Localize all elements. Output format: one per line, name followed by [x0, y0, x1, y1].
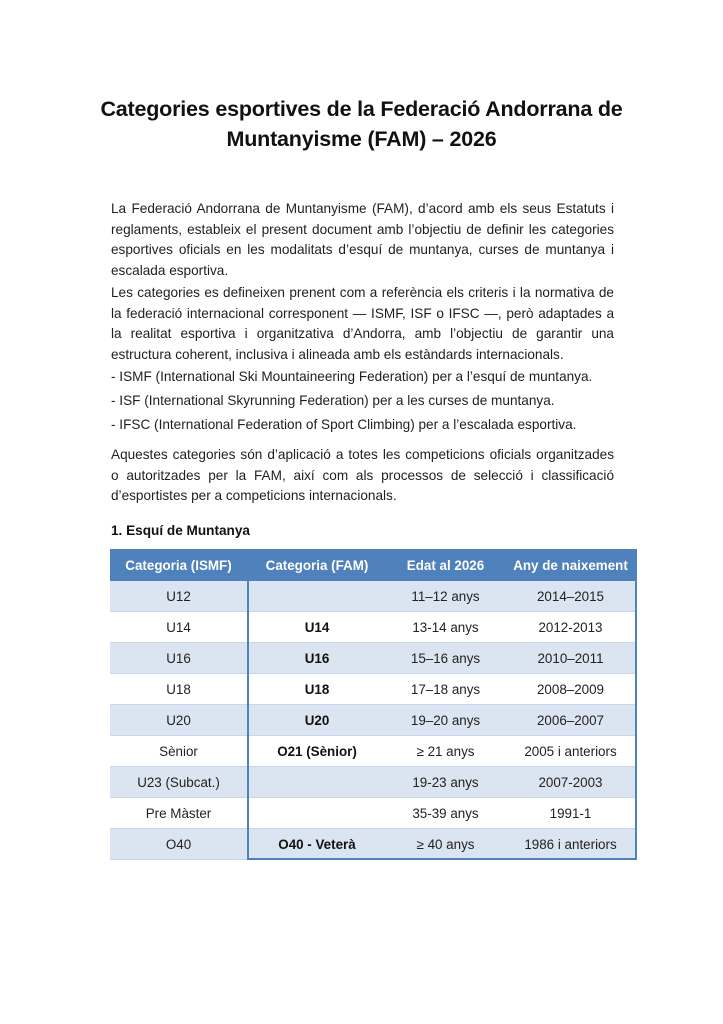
header-ismf-category: Categoria (ISMF)	[125, 557, 232, 573]
table-row	[110, 798, 637, 829]
bullet-ismf: - ISMF (International Ski Mountaineering Federation) per a l’esquí de muntanya.	[111, 369, 593, 384]
cell-fam	[247, 798, 387, 828]
cell-fam: U14	[304, 619, 330, 635]
title-line-2: Muntanyisme (FAM) – 2026	[226, 127, 497, 151]
cell-birth: 2006–2007	[536, 712, 605, 728]
bullet-isf: - ISF (International Skyrunning Federation) per a les curses de muntanya.	[111, 393, 555, 408]
reference-paragraph: Les categories es defineixen prenent com a referència els criteris i la normativa de la federació internacional corresponent — ISMF, ISF o IFSC —, però adaptades a la realitat esportiva i organitzativa d’Andorra, amb l’objectiu de garantir una estructura coherent, inclusiva i alineada amb els estàndards internacionals.	[111, 285, 614, 362]
cell-age: 11–12 anys	[411, 588, 480, 604]
table-row	[110, 674, 637, 705]
cell-fam: O40 - Veterà	[278, 836, 356, 852]
table-row	[110, 767, 637, 798]
cell-fam: U20	[304, 712, 330, 728]
table-row	[110, 612, 637, 643]
cell-ismf: U14	[166, 619, 191, 635]
cell-birth: 2014–2015	[536, 588, 605, 604]
cell-age: ≥ 21 anys	[416, 743, 475, 759]
cell-fam	[247, 767, 387, 797]
cell-birth: 2005 i anteriors	[524, 743, 617, 759]
table-row	[110, 705, 637, 736]
cell-ismf: Sènior	[159, 743, 198, 759]
bullet-ifsc: - IFSC (International Federation of Sport Climbing) per a l’escalada esportiva.	[111, 417, 577, 432]
cell-age: 35-39 anys	[412, 805, 479, 821]
table-header-row	[110, 549, 637, 581]
table-row	[110, 581, 637, 612]
cell-fam	[247, 581, 387, 611]
scope-paragraph: Aquestes categories són d’aplicació a totes les competicions oficials organitzades o autoritzades per la FAM, així com als processos de selecció i classificació d’esportistes per a competicions internacionals.	[111, 447, 614, 504]
cell-fam: U18	[304, 681, 330, 697]
cell-birth: 1991-1	[549, 805, 592, 821]
header-birth-year: Any de naixement	[513, 557, 628, 573]
table-body	[110, 581, 637, 860]
table-row	[110, 736, 637, 767]
cell-age: 19-23 anys	[412, 774, 479, 790]
intro-paragraph: La Federació Andorrana de Muntanyisme (FAM), d’acord amb els seus Estatuts i reglaments, estableix el present document amb l’objectiu de definir les categories esportives oficials en les modalitats d’esquí de muntanya, curses de muntanya i escalada esportiva.	[111, 201, 614, 278]
cell-fam: O21 (Sènior)	[277, 743, 357, 759]
cell-age: 17–18 anys	[410, 681, 481, 697]
document-title	[60, 94, 663, 154]
cell-ismf: U20	[166, 712, 191, 728]
cell-age: 13-14 anys	[412, 619, 479, 635]
section-heading-ski-mountaineering: 1. Esquí de Muntanya	[111, 523, 250, 538]
cell-birth: 2007-2003	[538, 774, 603, 790]
cell-age: 15–16 anys	[410, 650, 481, 666]
categories-table	[110, 549, 637, 860]
cell-birth: 2008–2009	[536, 681, 605, 697]
cell-ismf: Pre Màster	[145, 805, 212, 821]
cell-ismf: O40	[165, 836, 192, 852]
title-line-1: Categories esportives de la Federació Andorrana de	[100, 97, 623, 121]
cell-age: 19–20 anys	[410, 712, 481, 728]
cell-birth: 2010–2011	[537, 650, 604, 666]
header-fam-category: Categoria (FAM)	[265, 557, 369, 573]
cell-ismf: U18	[166, 681, 191, 697]
table-row	[110, 643, 637, 674]
table-row	[110, 829, 637, 860]
header-age-2026: Edat al 2026	[406, 557, 485, 573]
cell-birth: 2012-2013	[538, 619, 603, 635]
cell-fam: U16	[304, 650, 330, 666]
cell-age: ≥ 40 anys	[416, 836, 475, 852]
cell-ismf: U23 (Subcat.)	[137, 774, 220, 790]
cell-birth: 1986 i anteriors	[524, 836, 617, 852]
cell-ismf: U12	[166, 588, 191, 604]
cell-ismf: U16	[166, 650, 191, 666]
